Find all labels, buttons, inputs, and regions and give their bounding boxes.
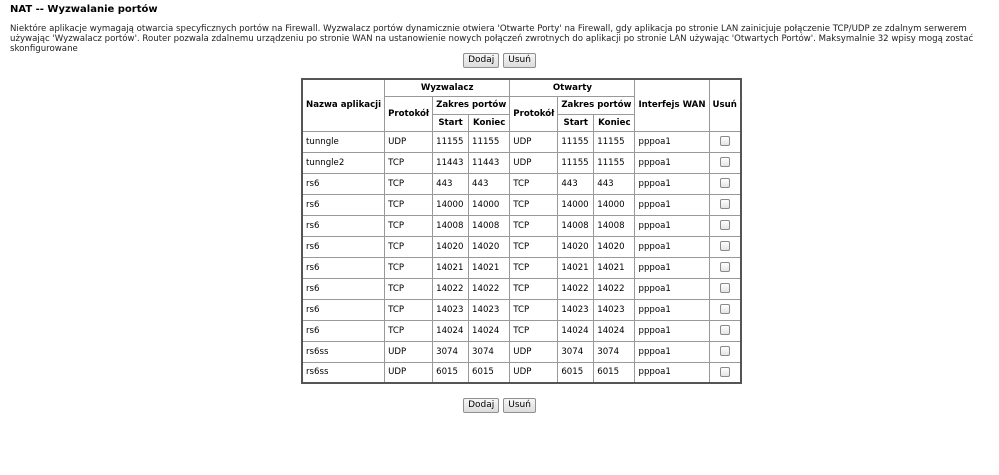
cell-app-name: rs6 xyxy=(302,278,385,299)
cell-trigger-end: 14008 xyxy=(469,215,510,236)
cell-open-end: 14008 xyxy=(594,215,635,236)
table-row xyxy=(302,194,741,215)
cell-remove xyxy=(709,173,741,194)
cell-wan-interface: pppoa1 xyxy=(635,278,709,299)
page-description: Niektóre aplikacje wymagają otwarcia specyficznych portów na Firewall. Wyzwalacz portów dynamicznie otwiera 'Otwarte Porty' na Firewall, gdy aplikacja po stronie LAN zainicjuje połączenie TCP/UDP ze zdalnym serwerem używając 'Wyzwalacz portów'. Router pozwala zdalnemu urządzeniu po stronie WAN na ustanowienie nowych połączeń zwrotnych do aplikacji po stronie LAN używając 'Otwartych Portów'. Maksymalnie 32 wpisy mogą zostać skonfigurowane xyxy=(10,24,974,54)
cell-remove xyxy=(709,320,741,341)
table-row xyxy=(302,299,741,320)
port-trigger-table xyxy=(301,78,742,384)
cell-remove xyxy=(709,194,741,215)
cell-open-protocol: UDP xyxy=(510,341,558,362)
cell-open-protocol: TCP xyxy=(510,320,558,341)
cell-trigger-end: 14000 xyxy=(469,194,510,215)
cell-remove xyxy=(709,215,741,236)
cell-open-end: 443 xyxy=(594,173,635,194)
bottom-button-row xyxy=(0,398,999,413)
cell-wan-interface: pppoa1 xyxy=(635,299,709,320)
table-row xyxy=(302,341,741,362)
cell-trigger-start: 14000 xyxy=(433,194,469,215)
cell-trigger-start: 14023 xyxy=(433,299,469,320)
cell-remove xyxy=(709,362,741,383)
cell-trigger-end: 3074 xyxy=(469,341,510,362)
cell-trigger-start: 14022 xyxy=(433,278,469,299)
cell-trigger-end: 14022 xyxy=(469,278,510,299)
remove-checkbox[interactable] xyxy=(720,304,730,314)
cell-open-protocol: TCP xyxy=(510,278,558,299)
cell-trigger-start: 14024 xyxy=(433,320,469,341)
cell-trigger-protocol: TCP xyxy=(385,194,433,215)
cell-trigger-protocol: UDP xyxy=(385,341,433,362)
cell-open-start: 3074 xyxy=(558,341,594,362)
cell-app-name: rs6 xyxy=(302,299,385,320)
remove-button-top[interactable]: Usuń xyxy=(503,53,536,68)
cell-remove xyxy=(709,299,741,320)
header-trigger-group: Wyzwalacz xyxy=(385,79,510,96)
header-open-start: Start xyxy=(558,114,594,131)
remove-checkbox[interactable] xyxy=(720,262,730,272)
cell-app-name: tunngle xyxy=(302,131,385,152)
cell-trigger-end: 443 xyxy=(469,173,510,194)
cell-remove xyxy=(709,341,741,362)
cell-trigger-start: 14021 xyxy=(433,257,469,278)
cell-open-end: 14023 xyxy=(594,299,635,320)
cell-open-end: 11155 xyxy=(594,131,635,152)
cell-open-protocol: UDP xyxy=(510,362,558,383)
cell-remove xyxy=(709,257,741,278)
cell-remove xyxy=(709,131,741,152)
cell-open-start: 11155 xyxy=(558,152,594,173)
header-wan-interface: Interfejs WAN xyxy=(635,79,709,131)
top-button-row xyxy=(0,53,999,68)
cell-trigger-end: 14023 xyxy=(469,299,510,320)
cell-trigger-protocol: TCP xyxy=(385,320,433,341)
header-open-port-range: Zakres portów xyxy=(558,96,635,114)
cell-open-start: 14020 xyxy=(558,236,594,257)
cell-open-end: 14024 xyxy=(594,320,635,341)
header-trigger-end: Koniec xyxy=(469,114,510,131)
cell-trigger-protocol: TCP xyxy=(385,173,433,194)
add-button-top[interactable]: Dodaj xyxy=(463,53,499,68)
remove-checkbox[interactable] xyxy=(720,136,730,146)
cell-app-name: rs6 xyxy=(302,236,385,257)
cell-wan-interface: pppoa1 xyxy=(635,194,709,215)
cell-wan-interface: pppoa1 xyxy=(635,173,709,194)
cell-remove xyxy=(709,152,741,173)
cell-open-protocol: TCP xyxy=(510,194,558,215)
table-row xyxy=(302,236,741,257)
cell-open-end: 14000 xyxy=(594,194,635,215)
cell-app-name: rs6 xyxy=(302,173,385,194)
cell-open-protocol: TCP xyxy=(510,257,558,278)
cell-app-name: rs6 xyxy=(302,320,385,341)
table-row xyxy=(302,152,741,173)
cell-trigger-protocol: UDP xyxy=(385,131,433,152)
remove-checkbox[interactable] xyxy=(720,199,730,209)
header-open-group: Otwarty xyxy=(510,79,635,96)
cell-open-start: 443 xyxy=(558,173,594,194)
header-remove: Usuń xyxy=(709,79,741,131)
cell-trigger-start: 6015 xyxy=(433,362,469,383)
cell-app-name: rs6ss xyxy=(302,362,385,383)
cell-wan-interface: pppoa1 xyxy=(635,236,709,257)
header-trigger-port-range: Zakres portów xyxy=(433,96,510,114)
cell-open-protocol: UDP xyxy=(510,131,558,152)
cell-trigger-start: 14020 xyxy=(433,236,469,257)
cell-app-name: rs6 xyxy=(302,257,385,278)
cell-trigger-protocol: TCP xyxy=(385,278,433,299)
cell-open-end: 3074 xyxy=(594,341,635,362)
cell-wan-interface: pppoa1 xyxy=(635,152,709,173)
cell-open-start: 14022 xyxy=(558,278,594,299)
header-open-end: Koniec xyxy=(594,114,635,131)
cell-wan-interface: pppoa1 xyxy=(635,341,709,362)
cell-open-protocol: TCP xyxy=(510,236,558,257)
table-row xyxy=(302,278,741,299)
remove-checkbox[interactable] xyxy=(720,178,730,188)
cell-open-protocol: TCP xyxy=(510,215,558,236)
cell-trigger-start: 14008 xyxy=(433,215,469,236)
cell-trigger-protocol: UDP xyxy=(385,362,433,383)
cell-trigger-protocol: TCP xyxy=(385,257,433,278)
cell-app-name: rs6 xyxy=(302,194,385,215)
cell-wan-interface: pppoa1 xyxy=(635,362,709,383)
cell-trigger-start: 11155 xyxy=(433,131,469,152)
cell-open-end: 14021 xyxy=(594,257,635,278)
header-trigger-start: Start xyxy=(433,114,469,131)
cell-open-end: 11155 xyxy=(594,152,635,173)
cell-open-start: 14024 xyxy=(558,320,594,341)
add-button-bottom[interactable]: Dodaj xyxy=(463,398,499,413)
remove-button-bottom[interactable]: Usuń xyxy=(503,398,536,413)
table-row xyxy=(302,173,741,194)
cell-open-protocol: TCP xyxy=(510,173,558,194)
cell-trigger-protocol: TCP xyxy=(385,236,433,257)
cell-wan-interface: pppoa1 xyxy=(635,131,709,152)
remove-checkbox[interactable] xyxy=(720,241,730,251)
remove-checkbox[interactable] xyxy=(720,220,730,230)
cell-wan-interface: pppoa1 xyxy=(635,215,709,236)
cell-open-start: 14008 xyxy=(558,215,594,236)
cell-trigger-protocol: TCP xyxy=(385,299,433,320)
remove-checkbox[interactable] xyxy=(720,157,730,167)
cell-trigger-end: 14021 xyxy=(469,257,510,278)
table-row xyxy=(302,131,741,152)
remove-checkbox[interactable] xyxy=(720,325,730,335)
header-trigger-protocol: Protokół xyxy=(385,96,433,131)
table-row xyxy=(302,257,741,278)
table-row xyxy=(302,215,741,236)
cell-open-start: 11155 xyxy=(558,131,594,152)
cell-open-end: 14020 xyxy=(594,236,635,257)
cell-app-name: rs6 xyxy=(302,215,385,236)
cell-trigger-end: 11155 xyxy=(469,131,510,152)
cell-open-start: 6015 xyxy=(558,362,594,383)
cell-trigger-start: 3074 xyxy=(433,341,469,362)
cell-open-end: 14022 xyxy=(594,278,635,299)
page-title: NAT -- Wyzwalanie portów xyxy=(10,4,158,15)
cell-open-protocol: TCP xyxy=(510,299,558,320)
table-body xyxy=(302,131,741,383)
cell-trigger-end: 11443 xyxy=(469,152,510,173)
remove-checkbox[interactable] xyxy=(720,346,730,356)
cell-trigger-end: 14024 xyxy=(469,320,510,341)
remove-checkbox[interactable] xyxy=(720,283,730,293)
header-app-name: Nazwa aplikacji xyxy=(302,79,385,131)
cell-trigger-end: 14020 xyxy=(469,236,510,257)
cell-app-name: tunngle2 xyxy=(302,152,385,173)
cell-remove xyxy=(709,278,741,299)
table-row xyxy=(302,320,741,341)
remove-checkbox[interactable] xyxy=(720,367,730,377)
cell-wan-interface: pppoa1 xyxy=(635,257,709,278)
cell-open-end: 6015 xyxy=(594,362,635,383)
cell-trigger-protocol: TCP xyxy=(385,215,433,236)
cell-trigger-start: 443 xyxy=(433,173,469,194)
header-open-protocol: Protokół xyxy=(510,96,558,131)
cell-open-start: 14023 xyxy=(558,299,594,320)
cell-trigger-end: 6015 xyxy=(469,362,510,383)
cell-trigger-start: 11443 xyxy=(433,152,469,173)
cell-open-start: 14000 xyxy=(558,194,594,215)
cell-app-name: rs6ss xyxy=(302,341,385,362)
cell-open-protocol: UDP xyxy=(510,152,558,173)
cell-wan-interface: pppoa1 xyxy=(635,320,709,341)
table-row xyxy=(302,362,741,383)
cell-remove xyxy=(709,236,741,257)
cell-trigger-protocol: TCP xyxy=(385,152,433,173)
cell-open-start: 14021 xyxy=(558,257,594,278)
